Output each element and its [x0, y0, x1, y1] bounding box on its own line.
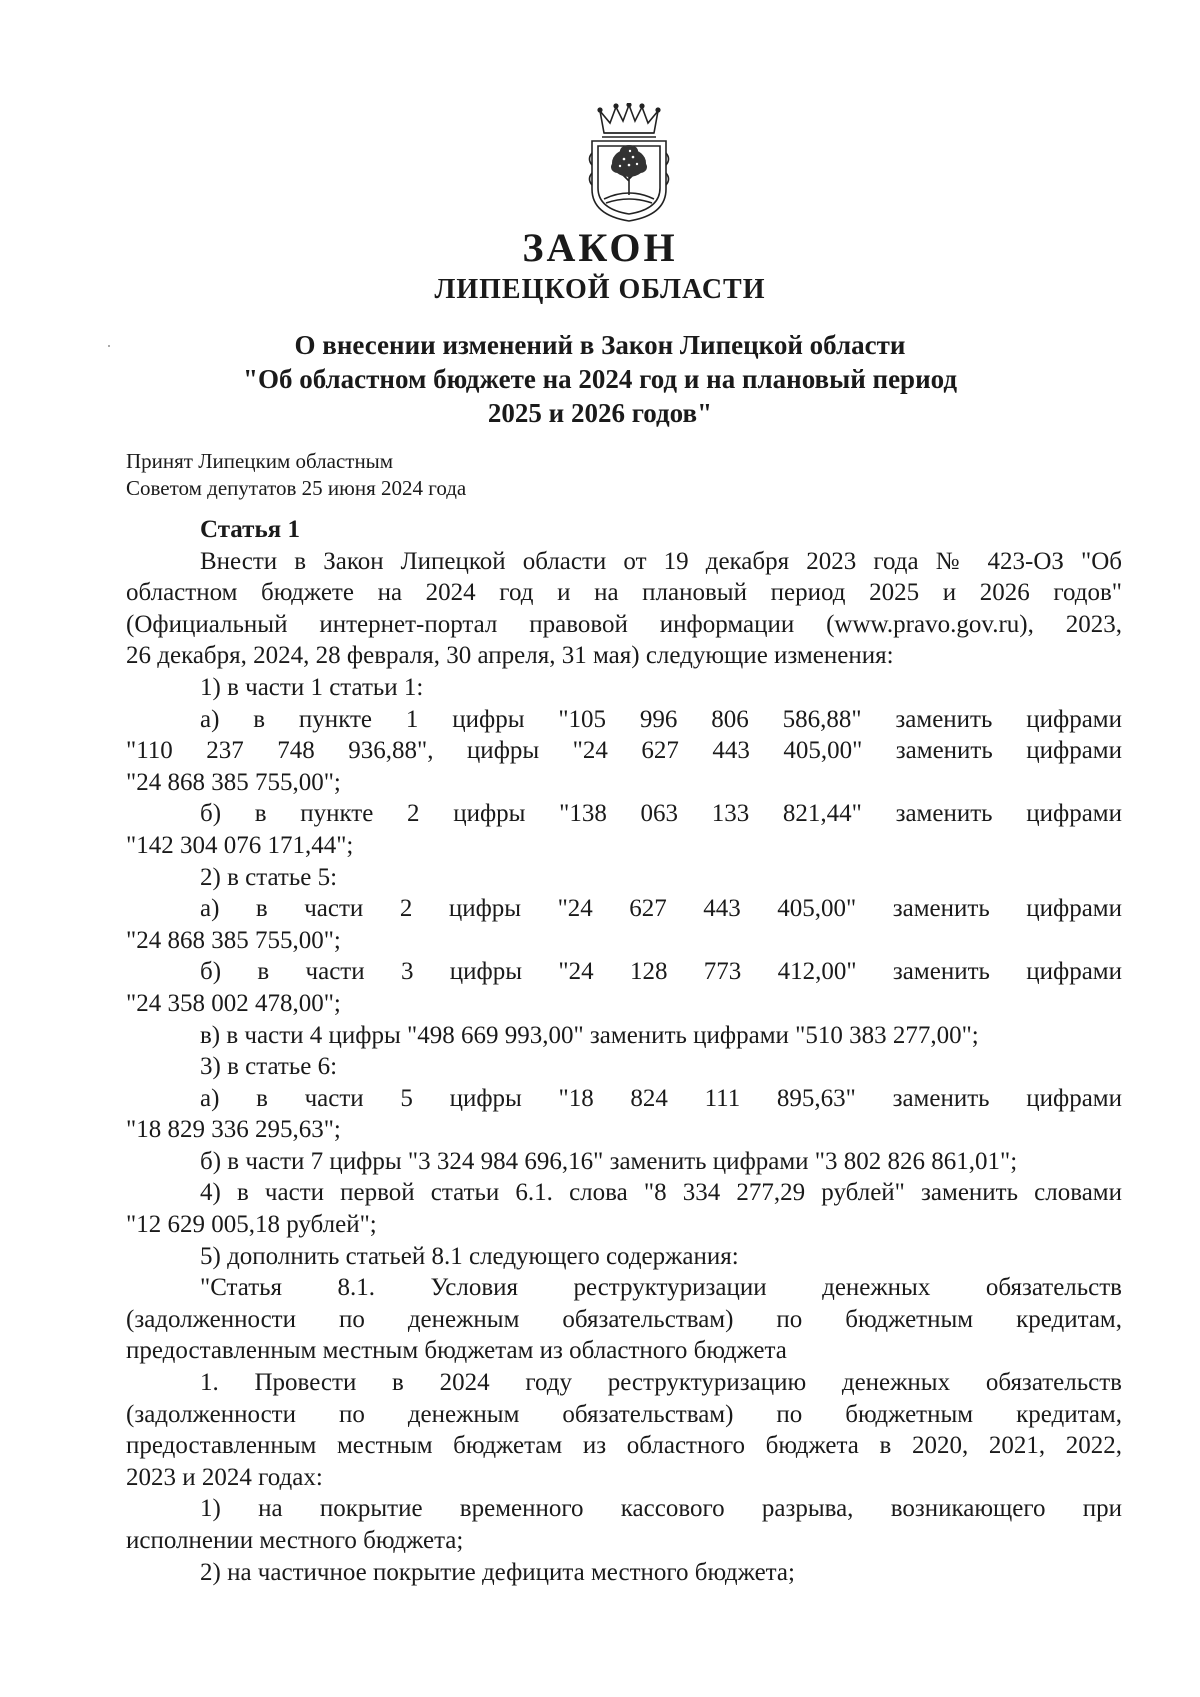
body-line: б) в части 3 цифры "24 128 773 412,00" заменить цифрами [200, 958, 1122, 986]
body-line: 2023 и 2024 годах: [126, 1463, 323, 1491]
document-body [126, 514, 1122, 1588]
adoption-note-line: Принят Липецким областным [126, 449, 394, 473]
body-line: "24 868 385 755,00"; [126, 768, 341, 796]
body-line: б) в пункте 2 цифры "138 063 133 821,44" заменить цифрами [200, 800, 1122, 828]
body-line: предоставленным местным бюджетам из областного бюджета в 2020, 2021, 2022, [126, 1432, 1122, 1460]
body-line: а) в части 2 цифры "24 627 443 405,00" заменить цифрами [200, 895, 1122, 923]
adoption-note-line: Советом депутатов 25 июня 2024 года [126, 476, 467, 500]
region-heading: ЛИПЕЦКОЙ ОБЛАСТИ [434, 274, 766, 305]
article-heading: Статья 1 [200, 516, 300, 543]
body-line: "142 304 076 171,44"; [126, 831, 354, 859]
body-line: "24 868 385 755,00"; [126, 926, 341, 954]
body-line: 5) дополнить статьей 8.1 следующего содержания: [200, 1242, 739, 1270]
body-line: 4) в части первой статьи 6.1. слова "8 334 277,29 рублей" заменить словами [200, 1179, 1122, 1207]
body-line: "12 629 005,18 рублей"; [126, 1211, 377, 1239]
law-heading: ЗАКОН [522, 225, 678, 270]
body-line: "110 237 748 936,88", цифры "24 627 443 405,00" заменить цифрами [126, 737, 1122, 765]
body-line: в) в части 4 цифры "498 669 993,00" заменить цифрами "510 383 277,00"; [200, 1021, 979, 1049]
body-line: (задолженности по денежным обязательствам) по бюджетным кредитам, [126, 1400, 1122, 1428]
body-line: 26 декабря, 2024, 28 февраля, 30 апреля, 31 мая) следующие изменения: [126, 642, 894, 670]
body-line: "Статья 8.1. Условия реструктуризации денежных обязательств [200, 1274, 1122, 1302]
body-line: а) в части 5 цифры "18 824 111 895,63" заменить цифрами [200, 1084, 1122, 1112]
coat-of-arms-icon [586, 103, 672, 223]
body-line: "24 358 002 478,00"; [126, 989, 341, 1017]
body-line: 2) на частичное покрытие дефицита местного бюджета; [200, 1558, 795, 1586]
law-title-line: "Об областном бюджете на 2024 год и на плановый период [242, 364, 958, 394]
body-line: 1) на покрытие временного кассового разрыва, возникающего при [200, 1495, 1122, 1523]
scan-speck [108, 345, 110, 347]
body-line: "18 829 336 295,63"; [126, 1116, 341, 1144]
body-line: 1) в части 1 статьи 1: [200, 673, 424, 701]
body-line: 1. Провести в 2024 году реструктуризацию денежных обязательств [200, 1369, 1122, 1397]
body-line: областном бюджете на 2024 год и на плановый период 2025 и 2026 годов" [126, 579, 1122, 607]
body-line: (задолженности по денежным обязательствам) по бюджетным кредитам, [126, 1305, 1122, 1333]
body-line: Внести в Закон Липецкой области от 19 декабря 2023 года № 423-ОЗ "Об [200, 547, 1122, 575]
law-title-line: О внесении изменений в Закон Липецкой области [294, 330, 906, 360]
body-line: а) в пункте 1 цифры "105 996 806 586,88" заменить цифрами [200, 705, 1122, 733]
body-line: б) в части 7 цифры "3 324 984 696,16" заменить цифрами "3 802 826 861,01"; [200, 1147, 1018, 1175]
body-line: предоставленным местным бюджетам из областного бюджета [126, 1337, 787, 1365]
body-line: исполнении местного бюджета; [126, 1527, 464, 1554]
body-line: (Официальный интернет-портал правовой информации (www.pravo.gov.ru), 2023, [126, 610, 1122, 638]
law-title-line: 2025 и 2026 годов" [487, 398, 713, 428]
body-line: 3) в статье 6: [200, 1053, 338, 1081]
body-line: 2) в статье 5: [200, 863, 338, 891]
